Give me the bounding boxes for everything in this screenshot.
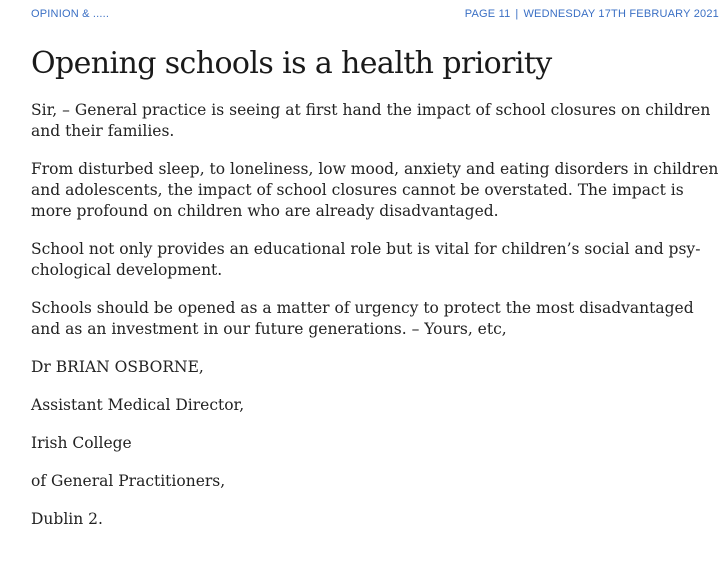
signature-line: Assistant Medical Director, xyxy=(31,396,245,414)
page-header xyxy=(31,8,719,24)
article-title: Opening schools is a health priority xyxy=(31,46,552,81)
signature-line: of General Practitioners, xyxy=(31,472,226,490)
signature-line: Dr BRIAN OSBORNE, xyxy=(31,358,204,376)
signature-line: Dublin 2. xyxy=(31,510,103,528)
section-label: OPINION & ..... xyxy=(31,8,110,20)
signature-line: Irish College xyxy=(31,434,132,452)
article-body xyxy=(31,100,721,547)
paragraph: From disturbed sleep, to loneliness, low mood, anxiety and eating disorders in children and adolescents, the impact of school closures cannot be overstated. The impact is more profound on children who are already disadvantaged. xyxy=(31,160,719,220)
paragraph: School not only provides an educational role but is vital for children’s social and psychological development. xyxy=(31,240,701,279)
paragraph: Sir, – General practice is seeing at first hand the impact of school closures on children and their families. xyxy=(31,101,711,140)
header-separator: | xyxy=(515,8,519,20)
page-number: PAGE 11 xyxy=(464,8,511,20)
publication-date: WEDNESDAY 17TH FEBRUARY 2021 xyxy=(523,8,719,20)
page-meta xyxy=(465,8,719,20)
signature-block xyxy=(31,357,721,530)
paragraph: Schools should be opened as a matter of urgency to protect the most disadvantaged and as an investment in our future generations. – Yours, etc, xyxy=(31,299,694,338)
